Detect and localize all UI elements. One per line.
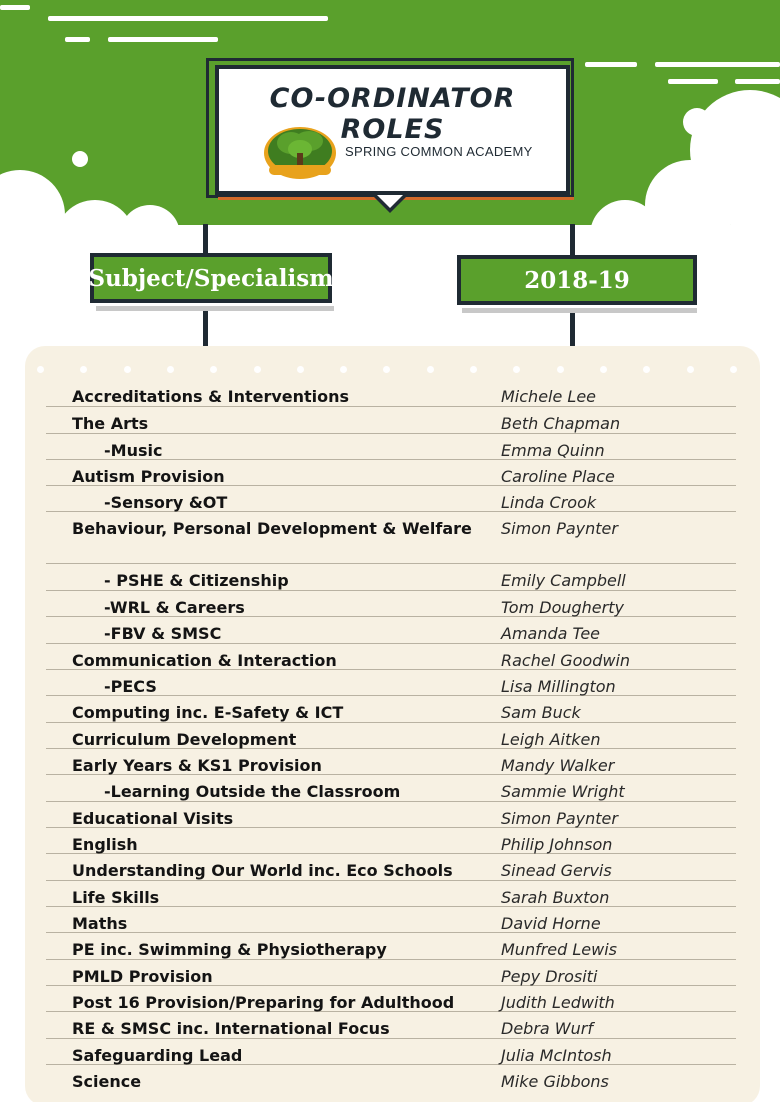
coordinator-name: Mandy Walker [501, 756, 615, 775]
column-header-subject-label: Subject/Specialism [88, 264, 334, 292]
coordinator-name: Leigh Aitken [501, 730, 601, 749]
table-row [46, 407, 736, 434]
role-name: Computing inc. E-Safety & ICT [72, 703, 344, 722]
coordinator-name: Munfred Lewis [501, 940, 618, 959]
coordinator-name: Simon Paynter [501, 809, 618, 828]
table-row [46, 380, 736, 407]
table-row [46, 775, 736, 802]
school-name: SPRING COMMON ACADEMY [345, 144, 533, 159]
role-name: -Sensory &OT [104, 493, 228, 512]
table-row [46, 512, 736, 564]
connector-line-left-top [203, 224, 208, 254]
table-row [46, 460, 736, 486]
table-row [46, 986, 736, 1012]
dot-icon [513, 366, 520, 373]
coordinator-name: Pepy Drositi [501, 967, 598, 986]
coordinator-name: Emma Quinn [501, 441, 605, 460]
role-name: Communication & Interaction [72, 651, 337, 670]
coordinator-name: Simon Paynter [501, 519, 618, 538]
table-row [46, 749, 736, 775]
table-row [46, 617, 736, 644]
role-name: Early Years & KS1 Provision [72, 756, 322, 775]
dot-icon [687, 366, 694, 373]
role-name: Curriculum Development [72, 730, 297, 749]
dot-icon [383, 366, 390, 373]
role-name: PMLD Provision [72, 967, 213, 986]
coordinator-name: Mike Gibbons [501, 1072, 609, 1091]
role-name: Science [72, 1072, 142, 1091]
connector-line-right-top [570, 224, 575, 256]
coordinator-name: Caroline Place [501, 467, 615, 486]
role-name: English [72, 835, 138, 854]
table-row [46, 828, 736, 854]
dot-icon [124, 366, 131, 373]
table-row [46, 564, 736, 591]
table-row [46, 1065, 736, 1092]
table-row [46, 486, 736, 512]
coordinator-name: Julia McIntosh [501, 1046, 612, 1065]
coordinator-name: Judith Ledwith [501, 993, 615, 1012]
table-row [46, 644, 736, 670]
connector-line-right-bottom [570, 308, 575, 348]
role-name: Behaviour, Personal Development & Welfare [72, 519, 472, 538]
coordinator-name: Sammie Wright [501, 782, 625, 801]
table-row [46, 933, 736, 960]
table-row [46, 670, 736, 696]
dot-icon [470, 366, 477, 373]
role-name: -FBV & SMSC [104, 624, 222, 643]
header-right-shadow [462, 308, 697, 313]
role-name: Educational Visits [72, 809, 234, 828]
dot-icon [427, 366, 434, 373]
role-name: Accreditations & Interventions [72, 387, 350, 406]
coordinator-name: Tom Dougherty [501, 598, 624, 617]
role-name: Safeguarding Lead [72, 1046, 243, 1065]
column-header-year [457, 255, 697, 305]
title-card [215, 65, 570, 195]
table-row [46, 591, 736, 617]
coordinator-name: Emily Campbell [501, 571, 626, 590]
role-name: -PECS [104, 677, 157, 696]
coordinator-name: Rachel Goodwin [501, 651, 631, 670]
table-row [46, 960, 736, 986]
coordinator-name: Beth Chapman [501, 414, 621, 433]
dot-icon [167, 366, 174, 373]
dot-icon [254, 366, 261, 373]
role-name: PE inc. Swimming & Physiotherapy [72, 940, 387, 959]
dot-icon [340, 366, 347, 373]
coordinator-name: Debra Wurf [501, 1019, 593, 1038]
table-row [46, 907, 736, 933]
role-name: -Music [104, 441, 163, 460]
dot-icon [557, 366, 564, 373]
coordinator-name: Philip Johnson [501, 835, 613, 854]
dot-icon [80, 366, 87, 373]
table-row [46, 1039, 736, 1065]
table-row [46, 723, 736, 749]
coordinator-name: Sam Buck [501, 703, 581, 722]
coordinator-name: Linda Crook [501, 493, 597, 512]
table-row [46, 696, 736, 723]
dot-icon [297, 366, 304, 373]
role-name: Understanding Our World inc. Eco Schools [72, 861, 453, 880]
role-name: - PSHE & Citizenship [104, 571, 289, 590]
table-row [46, 1012, 736, 1039]
decorative-dots [37, 366, 757, 374]
role-name: RE & SMSC inc. International Focus [72, 1019, 390, 1038]
role-name: Maths [72, 914, 128, 933]
role-name: Post 16 Provision/Preparing for Adulthood [72, 993, 455, 1012]
column-header-subject [90, 253, 332, 303]
tree-logo-icon [261, 119, 339, 183]
column-header-year-label: 2018-19 [524, 266, 630, 294]
coordinator-name: Sinead Gervis [501, 861, 612, 880]
coordinator-name: Amanda Tee [501, 624, 601, 643]
role-name: -WRL & Careers [104, 598, 245, 617]
coordinator-name: Sarah Buxton [501, 888, 610, 907]
connector-line-left-bottom [203, 307, 208, 347]
role-name: The Arts [72, 414, 149, 433]
role-name: -Learning Outside the Classroom [104, 782, 401, 801]
table-row [46, 854, 736, 881]
title-card-pointer-inner [377, 195, 403, 208]
dot-icon [37, 366, 44, 373]
dot-icon [600, 366, 607, 373]
table-row [46, 881, 736, 907]
dot-icon [210, 366, 217, 373]
coordinator-name: Lisa Millington [501, 677, 616, 696]
coordinator-name: Michele Lee [501, 387, 597, 406]
dot-icon [643, 366, 650, 373]
page-title: CO-ORDINATOR ROLES [269, 83, 516, 145]
coordinator-name: David Horne [501, 914, 601, 933]
header-left-shadow [96, 306, 334, 311]
role-name: Life Skills [72, 888, 160, 907]
dot-icon [730, 366, 737, 373]
role-name: Autism Provision [72, 467, 225, 486]
table-row [46, 434, 736, 460]
table-row [46, 802, 736, 828]
